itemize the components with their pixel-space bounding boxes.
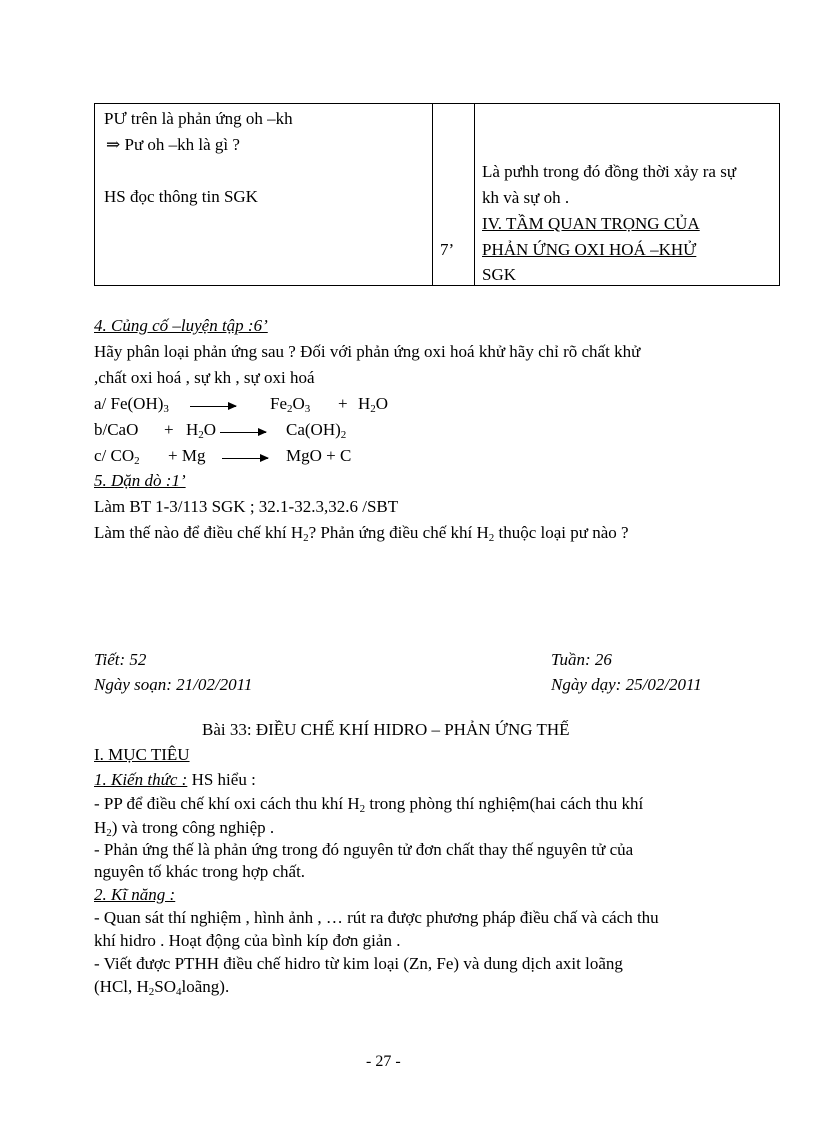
reaction-arrow bbox=[190, 406, 236, 407]
activity-table bbox=[94, 103, 780, 286]
table-col2-time: 7’ bbox=[440, 240, 455, 259]
eq-a-reactant-sub: 3 bbox=[163, 403, 169, 415]
knowledge-item: $H_2$) và trong công nghiệp . bbox=[94, 818, 275, 839]
knowledge-item: - PP để điều chế khí oxi cách thu khí $H_2$ trong phòng thí nghiệm(hai cách thu khí bbox=[94, 794, 644, 815]
eq-a-plus: + bbox=[338, 394, 348, 413]
eq-b-product: Ca(OH) bbox=[286, 420, 341, 439]
page-number: - 27 - bbox=[366, 1053, 401, 1070]
eq-c-reactant1: c/ CO bbox=[94, 446, 135, 465]
consolidation-prompt: ,chất oxi hoá , sự kh , sự oxi hoá bbox=[94, 368, 315, 387]
eq-a-product1-sub: 3 bbox=[304, 403, 311, 415]
homework-question: Làm thế nào để điều chế khí $H_2$? Phản ứng điều chế khí $H_2$ thuộc loại pư nào ? bbox=[94, 523, 629, 544]
table-divider bbox=[432, 104, 433, 285]
reaction-arrow bbox=[220, 432, 266, 433]
table-col3-line: SGK bbox=[482, 265, 517, 284]
table-col1-line: PƯ trên là phản ứng oh –kh bbox=[104, 109, 293, 128]
knowledge-item: nguyên tố khác trong hợp chất. bbox=[94, 862, 306, 881]
eq-b-plus: + bbox=[164, 420, 174, 439]
table-col3-line: kh và sự oh . bbox=[482, 188, 570, 207]
eq-c-product: MgO + C bbox=[286, 446, 352, 465]
table-col3-line: Là pưhh trong đó đồng thời xảy ra sự bbox=[482, 162, 737, 181]
knowledge-line: 1. Kiến thức : HS hiểu : bbox=[94, 770, 256, 789]
lesson-title: Bài 33: ĐIỀU CHẾ KHÍ HIDRO – PHẢN ỨNG THẾ bbox=[202, 720, 570, 739]
eq-a-product1-sub: 2 bbox=[287, 403, 293, 415]
equation-b bbox=[94, 420, 414, 444]
objectives-heading: I. MỤC TIÊU bbox=[94, 745, 190, 764]
eq-a-product2: H bbox=[358, 394, 371, 413]
teach-date: Ngày dạy: 25/02/2011 bbox=[551, 675, 702, 694]
knowledge-item: - Phản ứng thế là phản ứng trong đó nguyên tử đơn chất thay thế nguyên tử của bbox=[94, 840, 634, 859]
table-col3-heading: PHẢN ỨNG OXI HOÁ –KHỬ bbox=[482, 240, 697, 259]
prep-date: Ngày soạn: 21/02/2011 bbox=[94, 675, 253, 694]
week-number: Tuần: 26 bbox=[551, 650, 612, 669]
eq-b-reactant2: H bbox=[186, 420, 199, 439]
table-col1-line: HS đọc thông tin SGK bbox=[104, 187, 258, 206]
knowledge-heading: 1. Kiến thức : bbox=[94, 770, 188, 789]
eq-c-reactant2: + Mg bbox=[168, 446, 206, 465]
eq-a-product2-sub: 2 bbox=[370, 403, 376, 415]
eq-b-reactant2-end: O bbox=[203, 420, 217, 439]
skills-item: - Viết được PTHH điều chế hidro từ kim loại (Zn, Fe) và dung dịch axit loãng bbox=[94, 954, 623, 973]
period-number: Tiết: 52 bbox=[94, 650, 147, 669]
consolidation-prompt: Hãy phân loại phản ứng sau ? Đối với phản ứng oxi hoá khử hãy chỉ rõ chất khử bbox=[94, 342, 641, 361]
reaction-arrow bbox=[222, 458, 268, 459]
table-col1-line: ⇒ Pư oh –kh là gì ? bbox=[106, 135, 240, 154]
eq-a-product1-mid: O bbox=[292, 394, 305, 413]
eq-a-product1: Fe bbox=[270, 394, 287, 413]
consolidation-heading: 4. Củng cố –luyện tập :6’ bbox=[94, 316, 268, 335]
table-divider bbox=[474, 104, 475, 285]
eq-b-reactant1: b/CaO bbox=[94, 420, 139, 439]
equation-a bbox=[94, 394, 414, 418]
equation-c bbox=[94, 446, 414, 470]
eq-b-product-sub: 2 bbox=[340, 429, 347, 441]
skills-item: - Quan sát thí nghiệm , hình ảnh , … rút ra được phương pháp điều chấ và cách thu bbox=[94, 908, 659, 927]
skills-item: (HCl, $H_2SO_4loãng$). bbox=[94, 977, 230, 998]
homework-heading: 5. Dặn dò :1’ bbox=[94, 471, 186, 490]
homework-line: Làm BT 1-3/113 SGK ; 32.1-32.3,32.6 /SBT bbox=[94, 497, 399, 516]
eq-a-product2-end: O bbox=[375, 394, 389, 413]
eq-c-reactant1-sub: 2 bbox=[134, 455, 140, 467]
eq-a-reactant: a/ Fe(OH) bbox=[94, 394, 164, 413]
skills-heading: 2. Kĩ năng : bbox=[94, 885, 176, 904]
skills-item: khí hidro . Hoạt động của bình kíp đơn giản . bbox=[94, 931, 401, 950]
eq-b-reactant2-sub: 2 bbox=[198, 429, 204, 441]
table-col3-heading: IV. TẦM QUAN TRỌNG CỦA bbox=[482, 214, 700, 233]
